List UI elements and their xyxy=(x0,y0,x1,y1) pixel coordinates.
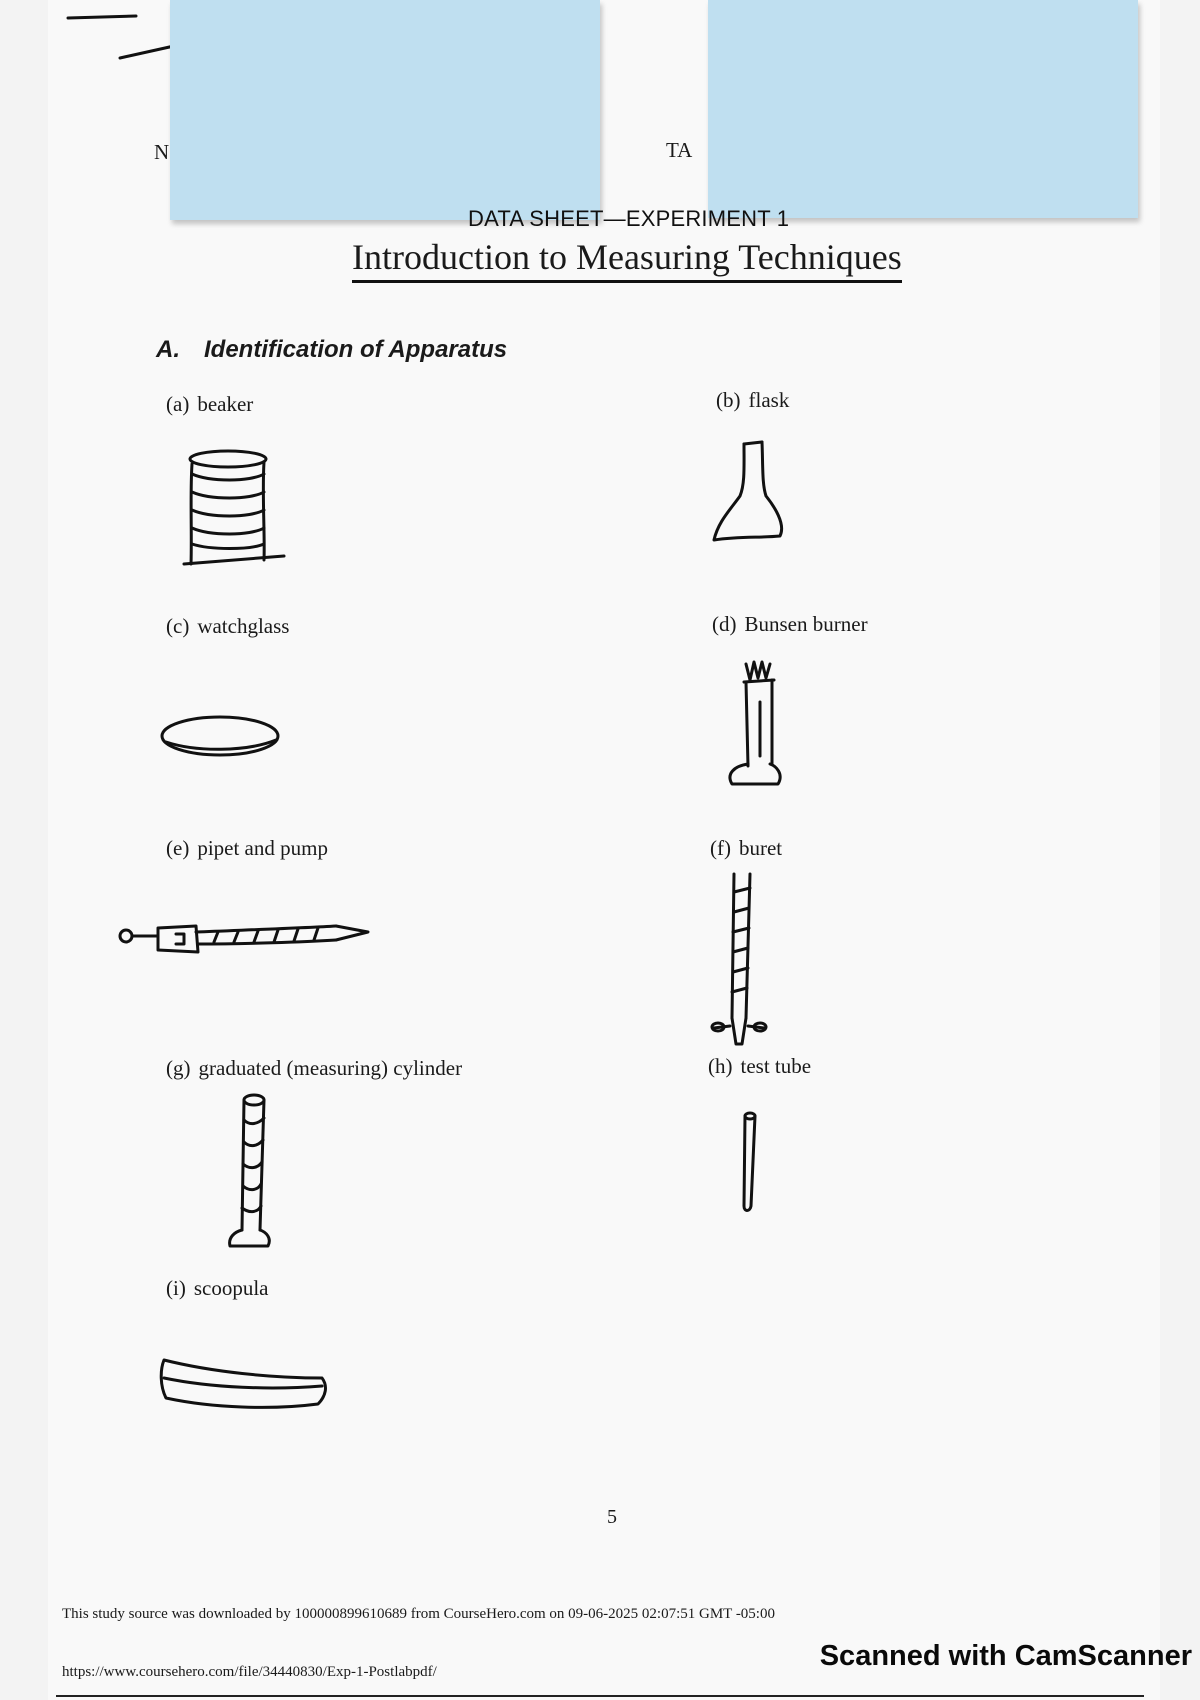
item-name: Bunsen burner xyxy=(744,612,868,636)
item-name: buret xyxy=(738,836,783,860)
item-name: watchglass xyxy=(197,614,290,638)
item-label-scoopula xyxy=(166,1276,268,1301)
sticky-note-covering-name xyxy=(170,0,600,220)
sticky-note-covering-ta xyxy=(708,0,1138,218)
download-source-note: This study source was downloaded by 100000899610689 from CourseHero.com on 09-06-2025 02:07:51 GMT -05:00 xyxy=(62,1606,775,1622)
item-tag: (f) xyxy=(710,836,731,860)
item-name: graduated (measuring) cylinder xyxy=(198,1056,463,1080)
item-tag: (d) xyxy=(712,612,737,636)
page-title: Introduction to Measuring Techniques xyxy=(352,236,902,283)
item-name: pipet and pump xyxy=(197,836,328,860)
item-tag: (a) xyxy=(166,392,190,416)
watchglass-sketch xyxy=(156,708,286,768)
graduated-cylinder-sketch xyxy=(224,1090,284,1260)
item-tag: (h) xyxy=(708,1054,733,1078)
section-heading xyxy=(156,336,507,364)
margin-pen-marks xyxy=(60,8,180,68)
item-label-graduated-cylinder xyxy=(166,1056,462,1081)
item-name: beaker xyxy=(197,392,254,416)
item-tag: (e) xyxy=(166,836,190,860)
data-sheet-heading: DATA SHEET—EXPERIMENT 1 xyxy=(468,206,790,231)
ta-field-label: TA xyxy=(666,138,693,162)
item-name: test tube xyxy=(740,1054,812,1078)
item-name: flask xyxy=(748,388,790,412)
item-label-test-tube xyxy=(708,1054,811,1079)
buret-sketch xyxy=(708,868,768,1058)
item-label-beaker xyxy=(166,392,253,417)
bunsen-burner-sketch xyxy=(724,656,794,796)
item-label-pipet-and-pump xyxy=(166,836,328,861)
item-label-buret xyxy=(710,836,782,861)
item-tag: (b) xyxy=(716,388,741,412)
camscanner-watermark: Scanned with CamScanner xyxy=(819,1640,1192,1672)
test-tube-sketch xyxy=(730,1108,766,1218)
footer-rule xyxy=(56,1695,1144,1697)
section-letter: A. xyxy=(156,336,180,363)
scoopula-sketch xyxy=(152,1350,332,1420)
page-number: 5 xyxy=(607,1506,617,1528)
beaker-sketch xyxy=(180,444,290,569)
item-label-watchglass xyxy=(166,614,289,639)
section-title: Identification of Apparatus xyxy=(204,336,508,363)
name-field-label: N xyxy=(154,140,170,164)
item-label-flask xyxy=(716,388,789,413)
flask-sketch xyxy=(710,436,790,546)
item-label-bunsen-burner xyxy=(712,612,868,637)
pipet-sketch xyxy=(114,914,374,974)
item-tag: (c) xyxy=(166,614,190,638)
source-url[interactable]: https://www.coursehero.com/file/34440830/Exp-1-Postlabpdf/ xyxy=(62,1664,437,1680)
item-tag: (i) xyxy=(166,1276,186,1300)
item-tag: (g) xyxy=(166,1056,191,1080)
item-name: scoopula xyxy=(193,1276,269,1300)
